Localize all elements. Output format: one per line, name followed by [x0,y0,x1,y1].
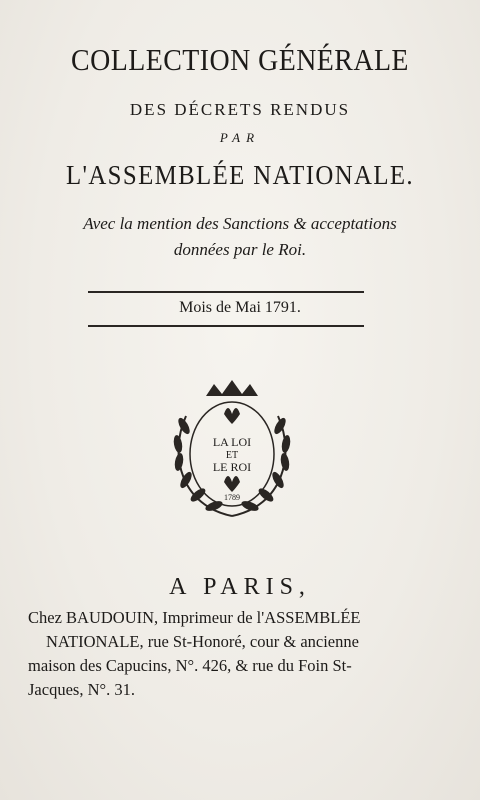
royal-seal-emblem [162,376,302,526]
title-line-3: PAR [219,130,261,145]
subtitle-line-2: données par le Roi. [173,240,307,259]
title-line-2: DES DÉCRETS RENDUS [129,100,351,119]
issue-date: Mois de Mai 1791. [179,299,301,316]
title-line-4: L'ASSEMBLÉE NATIONALE. [65,160,415,190]
imprint-line-4: Jacques, N°. 31. [28,680,135,699]
imprint-place: A PARIS, [169,574,311,600]
top-rule [88,291,364,293]
title-line-1: COLLECTION GÉNÉRALE [71,42,409,77]
seal-text-2: ET [225,450,239,461]
imprint-line-2: NATIONALE, rue St-Honoré, cour & ancienne [46,632,359,651]
bottom-rule [88,325,364,327]
seal-year: 1789 [224,493,240,502]
subtitle-line-1: Avec la mention des Sanctions & acceptations [83,214,397,233]
seal-text-3: LE ROI [212,460,252,474]
imprint-line-3: maison des Capucins, N°. 426, & rue du Foin St- [28,656,352,675]
seal-text-1: LA LOI [212,435,252,449]
imprint-line-1: Chez BAUDOUIN, Imprimeur de l'ASSEMBLÉE [28,608,361,627]
